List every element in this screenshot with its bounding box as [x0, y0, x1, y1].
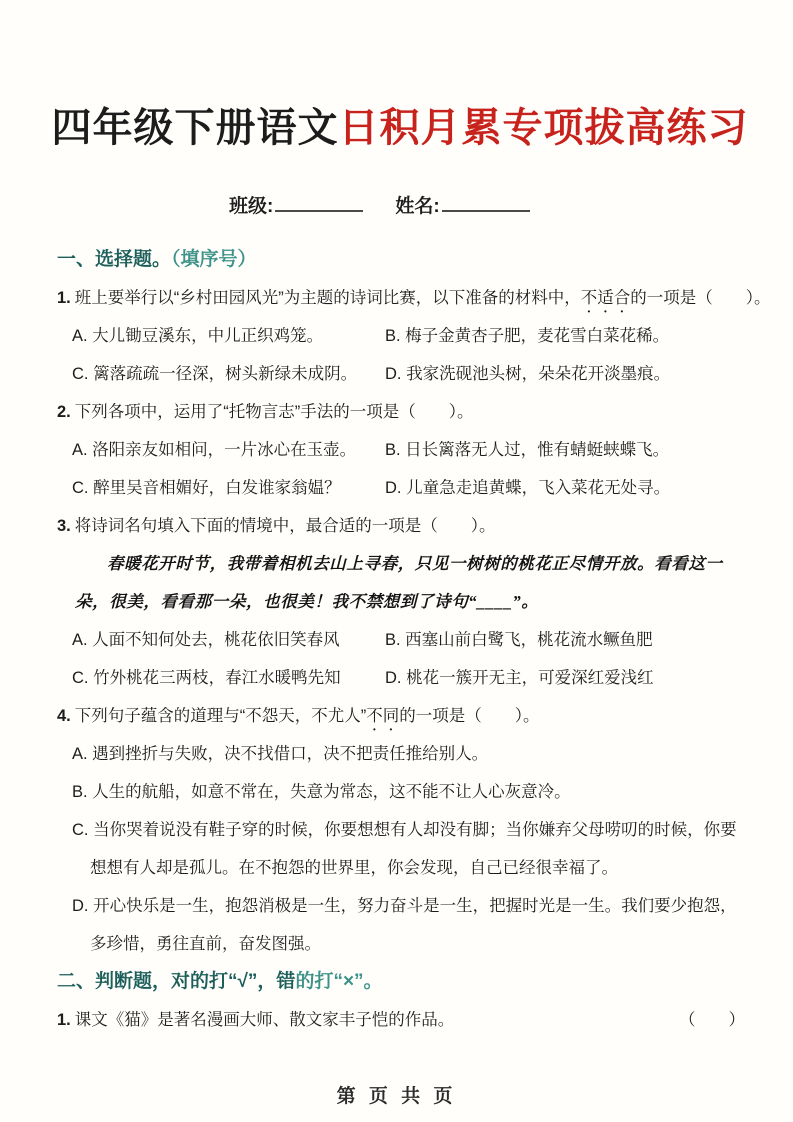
question-1-option-c: C. 篱落疏疏一径深，树头新绿未成阴。	[72, 365, 358, 383]
title-grade-part: 四年级下册语文	[51, 106, 339, 150]
page-footer: 第 页 共 页	[336, 1086, 457, 1107]
worksheet-body	[57, 279, 771, 1039]
question-3-stem	[57, 507, 753, 545]
page-title	[47, 103, 753, 153]
question-1-options	[57, 317, 753, 393]
question-3-text: 将诗词名句填入下面的情境中，最合适的一项是（ ）。	[74, 517, 496, 535]
question-3-option-b: B. 西塞山前白鹭飞，桃花流水鳜鱼肥	[385, 631, 653, 649]
question-3-context-passage: 春暖花开时节，我带着相机去山上寻春，只见一树树的桃花正尽情开放。看看这一朵，很美，看看那一朵，也很美！我不禁想到了诗句“____”。	[75, 554, 723, 611]
question-1-option-d: D. 我家洗砚池头树，朵朵花开淡墨痕。	[385, 365, 671, 383]
question-2-number: 2.	[57, 403, 71, 421]
question-3-option-c: C. 竹外桃花三两枝，春江水暖鸭先知	[72, 669, 341, 687]
question-4-text: 下列句子蕴含的道理与“不怨天，不尤人”	[74, 707, 367, 725]
question-4-text-tail: 的一项是（ ）。	[399, 707, 540, 725]
question-2-option-b: B. 日长篱落无人过，惟有蜻蜓蛱蝶飞。	[385, 441, 670, 459]
question-4-option-b: B. 人生的航船，如意不常在，失意为常态，这不能不让人心灰意冷。	[72, 783, 571, 801]
question-3-option-d: D. 桃花一簇开无主，可爱深红爱浅红	[385, 669, 654, 687]
question-4-number: 4.	[57, 707, 71, 725]
section1-heading-note: （填序号）	[171, 249, 257, 270]
title-topic-part: 日积月累专项拔高练习	[338, 106, 749, 150]
question-3-option-a: A. 人面不知何处去，桃花依旧笑春风	[72, 631, 340, 649]
question-4-option-d: D. 开心快乐是一生，抱怨消极是一生，努力奋斗是一生，把握时光是一生。我们要少抱怨，多珍惜，勇往直前，奋发图强。	[72, 897, 737, 953]
class-blank-line	[275, 205, 363, 212]
name-blank-line	[442, 205, 530, 212]
question-2-option-c: C. 醉里吴音相媚好，白发谁家翁媪？	[72, 479, 341, 497]
judgement-question-1-text: 课文《猫》是著名漫画大师、散文家丰子恺的作品。	[74, 1011, 455, 1029]
judgement-question-1	[57, 1001, 753, 1039]
question-4-option-a: A. 遇到挫折与失败，决不找借口，决不把责任推给别人。	[72, 745, 489, 763]
question-1-text: 班上要举行以“乡村田园风光”为主题的诗词比赛，以下准备的材料中，	[74, 289, 581, 307]
question-4-stem	[57, 697, 753, 735]
question-2-stem	[57, 393, 753, 431]
section2-heading-main: 二、判断题，对的打“√”，错	[57, 971, 296, 992]
question-2-text: 下列各项中，运用了“托物言志”手法的一项是（ ）。	[74, 403, 474, 421]
name-label: 姓名:	[395, 196, 440, 217]
question-4-emphasized-text: 不同	[366, 707, 400, 725]
question-1-number: 1.	[57, 289, 71, 307]
question-1-option-b: B. 梅子金黄杏子肥，麦花雪白菜花稀。	[385, 327, 670, 345]
class-label: 班级:	[229, 196, 274, 217]
question-2-option-d: D. 儿童急走追黄蝶，飞入菜花无处寻。	[385, 479, 671, 497]
section2-heading	[57, 963, 753, 1001]
question-1-stem	[57, 279, 771, 317]
section2-heading-tail: 的打“×”。	[295, 971, 383, 992]
student-info-line	[57, 195, 753, 219]
question-2-options	[57, 431, 753, 507]
question-2-option-a: A. 洛阳亲友如相问，一片冰心在玉壶。	[72, 441, 357, 459]
section1-heading-main: 一、选择题。	[57, 249, 172, 270]
question-4-option-c: C. 当你哭着说没有鞋子穿的时候，你要想想有人却没有脚；当你嫌弃父母唠叨的时候，你要想想有人却是孤儿。在不抱怨的世界里，你会发现，自己已经很幸福了。	[72, 821, 737, 877]
question-3-options	[57, 621, 753, 697]
judgement-question-1-number: 1.	[57, 1011, 71, 1029]
question-1-emphasized-text: 不适合	[580, 289, 631, 307]
section1-heading	[57, 241, 753, 279]
question-1-option-a: A. 大儿锄豆溪东，中儿正织鸡笼。	[72, 327, 324, 345]
question-1-text-tail: 的一项是（ ）。	[630, 289, 771, 307]
question-3-number: 3.	[57, 517, 71, 535]
judgement-question-1-answer-blank: （ ）	[679, 1011, 745, 1029]
